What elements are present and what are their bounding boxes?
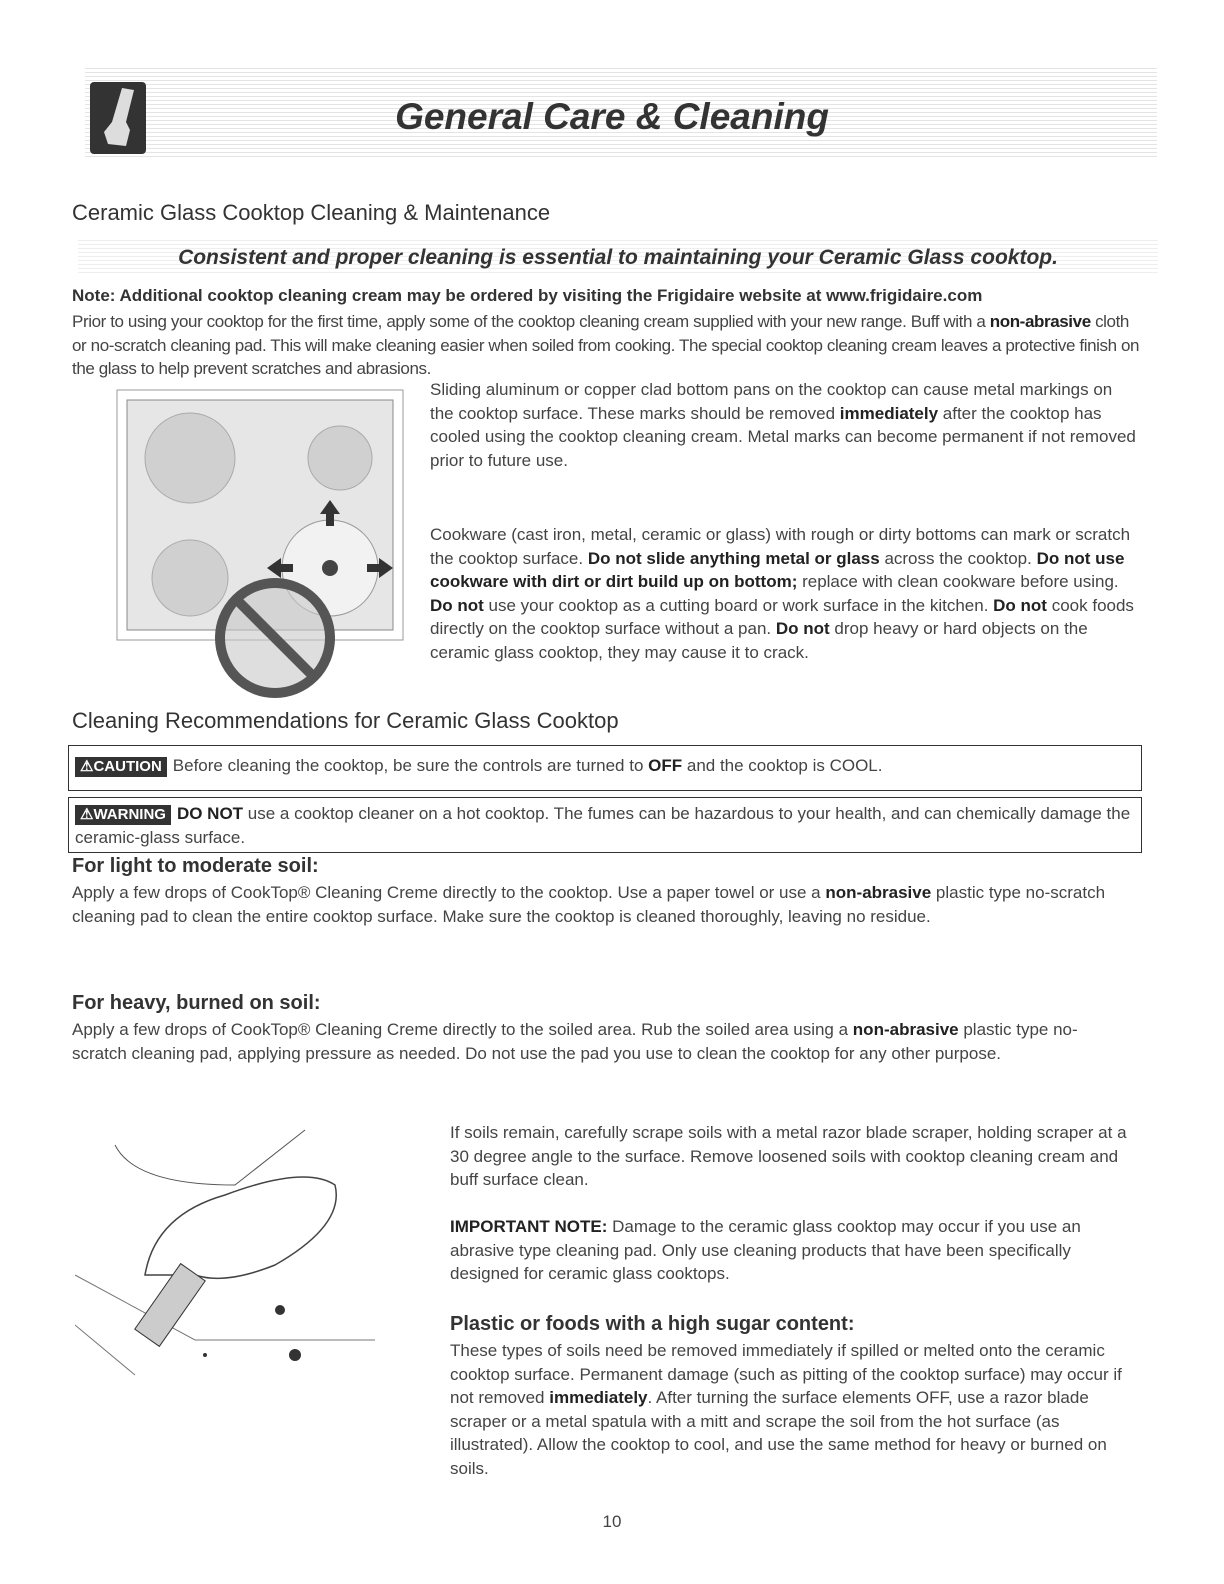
metal-marks-paragraph: Sliding aluminum or copper clad bottom pans on the cooktop can cause metal markings on the cooktop surface. These marks should be removed immediately after the cooktop has cooled using the cooktop cleaning cream. Metal marks can become permanent if not removed prior to future use. (430, 380, 1136, 470)
caution-badge: ⚠CAUTION (75, 757, 167, 777)
section-heading: Ceramic Glass Cooktop Cleaning & Maintenance (72, 200, 551, 225)
scraper-illustration (75, 1125, 375, 1385)
heavy-soil-paragraph: Apply a few drops of CookTop® Cleaning Creme directly to the soiled area. Rub the soiled area using a non-abrasive plastic type no-scratch cleaning pad, applying pressure as needed. Do not use the pad you use to clean the cooktop for any other purpose. (72, 1020, 1078, 1063)
section-subtitle: Consistent and proper cleaning is essential to maintaining your Ceramic Glass cooktop. (78, 240, 1158, 276)
light-soil-heading: For light to moderate soil: (72, 855, 319, 877)
sugar-paragraph: These types of soils need be removed immediately if spilled or melted onto the ceramic cooktop surface. Permanent damage (such as pitting of the cooktop surface) may occur if not removed immediately. After turning the surface elements OFF, use a razor blade scraper or a metal spatula with a mitt and scrape the soil from the hot surface (as illustrated). Allow the cooktop to cool, and use the same method for heavy or burned on soils. (450, 1341, 1122, 1478)
important-note-paragraph: IMPORTANT NOTE: Damage to the ceramic glass cooktop may occur if you use an abrasive type cleaning pad. Only use cleaning products that have been specifically designed for ceramic glass cooktops. (450, 1217, 1081, 1283)
heavy-soil-heading: For heavy, burned on soil: (72, 992, 321, 1014)
scrape-paragraph: If soils remain, carefully scrape soils with a metal razor blade scraper, holding scraper at a 30 degree angle to the surface. Remove loosened soils with cooktop cleaning cream and buff surface clean. (450, 1123, 1127, 1189)
page-title: General Care & Cleaning (395, 96, 829, 137)
sugar-heading: Plastic or foods with a high sugar content: (450, 1313, 855, 1335)
cookware-paragraph: Cookware (cast iron, metal, ceramic or glass) with rough or dirty bottoms can mark or scratch the cooktop surface. Do not slide anything metal or glass across the cooktop. Do not use cookware with dirt or dirt build up on bottom; replace with clean cookware before using. Do not use your cooktop as a cutting board or work surface in the kitchen. Do not cook foods directly on the cooktop surface without a pan. Do not drop heavy or hard objects on the ceramic glass cooktop, they may cause it to crack. (430, 525, 1134, 662)
warning-box: ⚠WARNING DO NOT use a cooktop cleaner on a hot cooktop. The fumes can be hazardous to your health, and can chemically damage the ceramic-glass surface. (68, 797, 1142, 853)
cooktop-illustration (115, 388, 403, 678)
caution-box: ⚠CAUTION Before cleaning the cooktop, be sure the controls are turned to OFF and the cooktop is COOL. (68, 745, 1142, 791)
light-soil-paragraph: Apply a few drops of CookTop® Cleaning Creme directly to the cooktop. Use a paper towel or use a non-abrasive plastic type no-scratch cleaning pad to clean the entire cooktop surface. Make sure the cooktop is cleaned thoroughly, leaving no residue. (72, 883, 1106, 926)
note-text: Note: Additional cooktop cleaning cream may be ordered by visiting the Frigidaire website at www.frigidaire.com (72, 286, 983, 305)
page-number: 10 (602, 1512, 622, 1531)
intro-paragraph: Prior to using your cooktop for the first time, apply some of the cooktop cleaning cream supplied with your new range. Buff with a non-abrasive cloth or no-scratch cleaning pad. This will make cleaning easier when soiled from cooking. The special cooktop cleaning cream leaves a protective finish on the glass to help prevent scratches and abrasions. (72, 312, 1140, 378)
warning-badge: ⚠WARNING (75, 805, 171, 825)
section-heading: Cleaning Recommendations for Ceramic Glass Cooktop (72, 708, 619, 733)
